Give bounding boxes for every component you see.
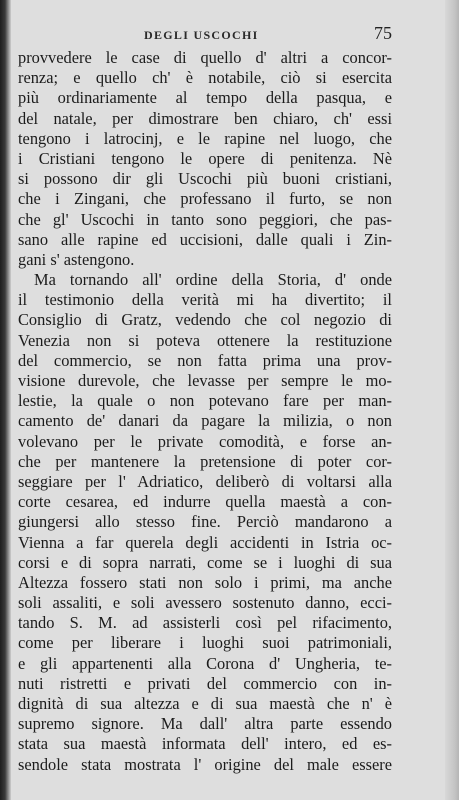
body-text	[18, 48, 392, 775]
book-spine-shadow	[0, 0, 11, 800]
text-line: sano alle rapine ed uccisioni, dalle quali i Zin-	[18, 229, 392, 249]
text-line: soli assaliti, e soli avessero sostenuto danno, ecci-	[18, 593, 392, 613]
text-line: giungersi allo stesso fine. Perciò mandarono a	[18, 512, 392, 532]
text-line: Venezia non si poteva ottenere la restituzione	[18, 330, 392, 350]
running-head: DEGLI USCOCHI	[144, 28, 259, 42]
text-line: si possono dir gli Uscochi più buoni cristiani,	[18, 169, 392, 189]
text-line: tando S. M. ad assisterli così pel rifacimento,	[18, 613, 392, 633]
text-line: tengono i latrocinj, e le rapine nel luogo, che	[18, 128, 392, 148]
text-line: provvedere le case di quello d' altri a concor-	[18, 48, 392, 67]
text-line: volevano per le private comodità, e forse an-	[18, 431, 392, 451]
text-line: e gli appartenenti alla Corona d' Ungheria, te-	[18, 653, 392, 673]
text-line: Vienna a far querela degli accidenti in Istria oc-	[18, 532, 392, 552]
text-line: dignità di sua altezza e di sua maestà che n' è	[18, 694, 392, 713]
text-line: del commercio, se non fatta prima una prov-	[18, 350, 392, 370]
text-line: visione durevole, che levasse per sempre le mo-	[18, 371, 392, 390]
page-edge	[445, 0, 459, 800]
text-line: renza; e quello ch' è notabile, ciò si esercita	[18, 68, 392, 88]
text-line: corsi e di sopra narrati, come se i luoghi di sua	[18, 552, 392, 572]
text-line: Altezza fossero stati non solo i primi, ma anche	[18, 572, 392, 592]
page-number: 75	[374, 23, 392, 43]
text-line: che per mantenere la pretensione di poter cor-	[18, 451, 392, 471]
page-header	[18, 20, 392, 46]
text-line: lestie, la quale o non potevano fare per man-	[18, 391, 392, 411]
text-line: stata sua maestà informata dell' intero, ed es-	[18, 734, 392, 754]
text-line: nuti ristretti e privati del commercio con in-	[18, 673, 392, 693]
text-line: Consiglio di Gratz, vedendo che col negozio di	[18, 310, 392, 330]
text-line: i Cristiani tengono le opere di penitenza. Nè	[18, 148, 392, 168]
text-line: del natale, per dimostrare ben chiaro, ch' essi	[18, 108, 392, 128]
text-line: camento de' danari da pagare la milizia, o non	[18, 411, 392, 431]
text-line: seggiare per l' Adriatico, deliberò di voltarsi alla	[18, 471, 392, 491]
paragraph-start-line: Ma tornando all' ordine della Storia, d' onde	[34, 270, 392, 290]
text-line: più ordinariamente al tempo della pasqua, e	[18, 88, 392, 108]
text-line: corte cesarea, ed indurre quella maestà a con-	[18, 492, 392, 512]
text-line: il testimonio della verità mi ha divertito; il	[18, 290, 392, 310]
text-line: gani s' astengono.	[18, 249, 135, 269]
text-line: supremo signore. Ma dall' altra parte essendo	[18, 714, 392, 734]
text-line: che gl' Uscochi in tanto sono peggiori, che pas-	[18, 209, 392, 229]
text-line: come per liberare i luoghi suoi patrimoniali,	[18, 633, 392, 653]
text-line: sendole stata mostrata l' origine del male essere	[18, 754, 392, 774]
text-line: che i Zingani, che professano il furto, se non	[18, 189, 392, 209]
